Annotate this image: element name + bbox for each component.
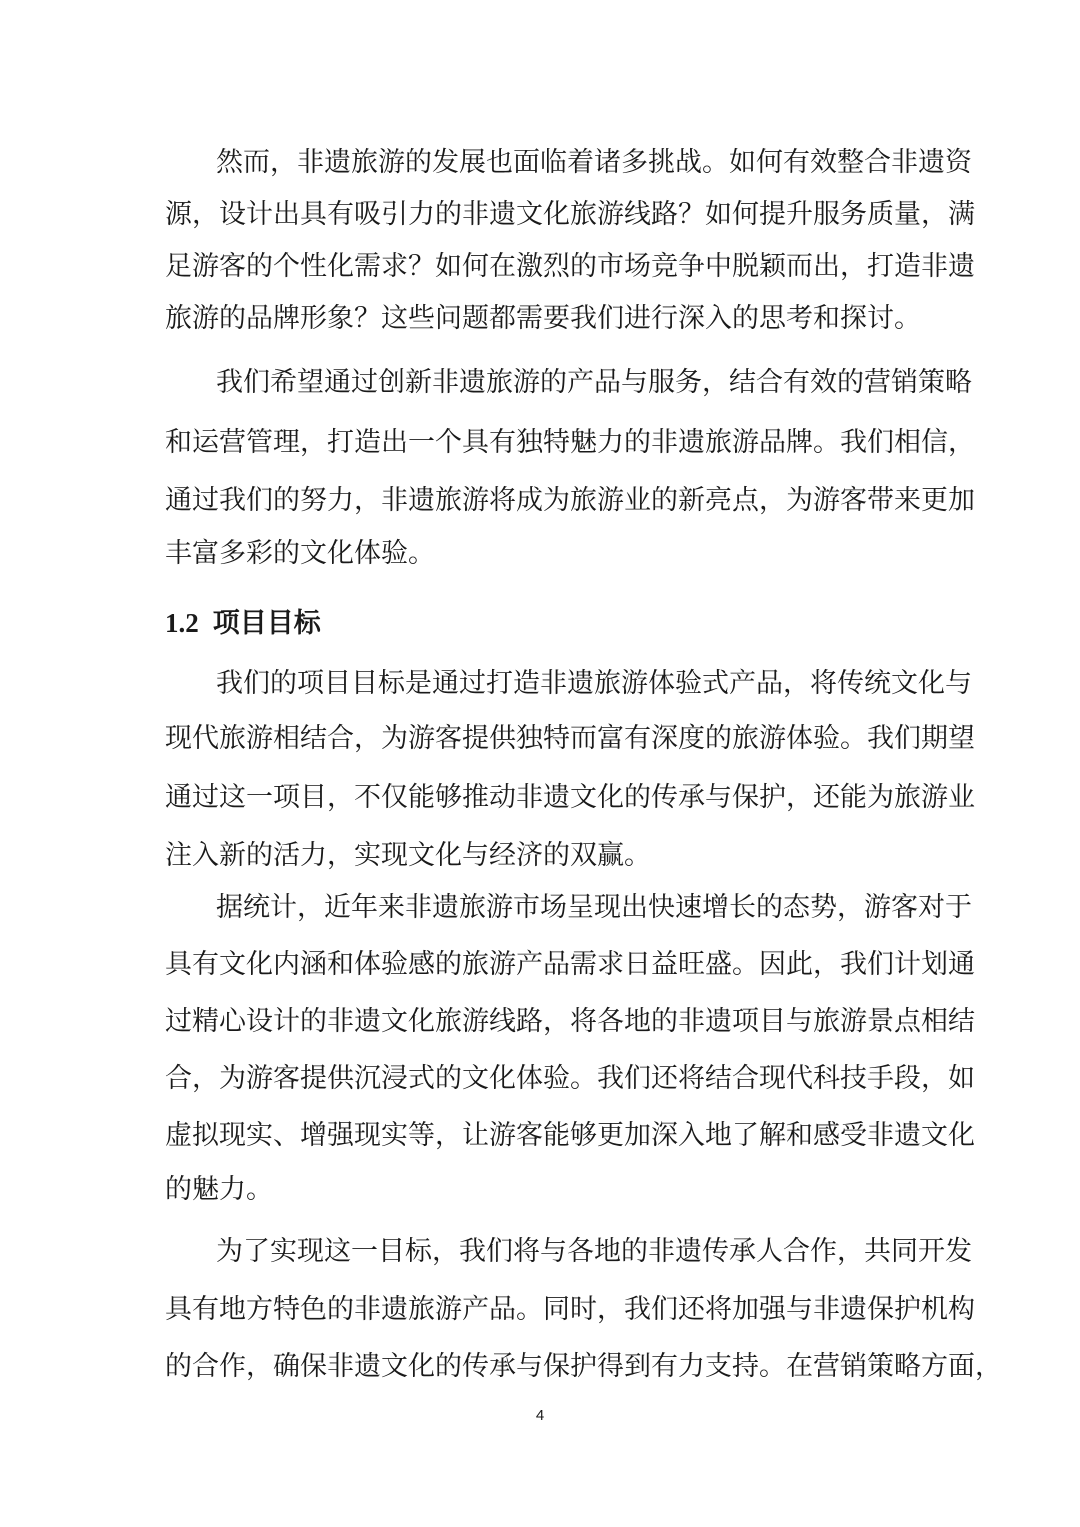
section-paragraph-2-line-4: 合，为游客提供沉浸式的文化体验。我们还将结合现代科技手段，如 — [165, 1063, 975, 1094]
section-heading — [165, 597, 321, 650]
paragraph-2-line-2: 和运营管理，打造出一个具有独特魅力的非遗旅游品牌。我们相信， — [165, 427, 975, 458]
section-paragraph-3-line-2: 具有地方特色的非遗旅游产品。同时，我们还将加强与非遗保护机构 — [165, 1294, 975, 1325]
section-paragraph-1-line-1: 我们的项目目标是通过打造非遗旅游体验式产品，将传统文化与 — [216, 668, 972, 699]
section-paragraph-3-line-3: 的合作，确保非遗文化的传承与保护得到有力支持。在营销策略方面， — [165, 1351, 1002, 1382]
section-number: 1.2 — [165, 608, 199, 638]
page-number: 4 — [535, 1407, 545, 1424]
section-paragraph-1-line-2: 现代旅游相结合，为游客提供独特而富有深度的旅游体验。我们期望 — [165, 723, 975, 754]
section-paragraph-1-line-4: 注入新的活力，实现文化与经济的双赢。 — [165, 840, 651, 871]
paragraph-1-line-3: 足游客的个性化需求？如何在激烈的市场竞争中脱颖而出，打造非遗 — [165, 251, 975, 282]
section-paragraph-1-line-3: 通过这一项目，不仅能够推动非遗文化的传承与保护，还能为旅游业 — [165, 782, 975, 813]
paragraph-1-line-1: 然而，非遗旅游的发展也面临着诸多挑战。如何有效整合非遗资 — [216, 147, 972, 178]
paragraph-2-line-3: 通过我们的努力，非遗旅游将成为旅游业的新亮点，为游客带来更加 — [165, 485, 975, 516]
section-paragraph-2-line-6: 的魅力。 — [165, 1174, 273, 1205]
paragraph-1-line-4: 旅游的品牌形象？这些问题都需要我们进行深入的思考和探讨。 — [165, 303, 921, 334]
section-paragraph-2-line-1: 据统计，近年来非遗旅游市场呈现出快速增长的态势，游客对于 — [216, 892, 972, 923]
paragraph-2-line-1: 我们希望通过创新非遗旅游的产品与服务，结合有效的营销策略 — [216, 367, 972, 398]
section-paragraph-2-line-2: 具有文化内涵和体验感的旅游产品需求日益旺盛。因此，我们计划通 — [165, 949, 975, 980]
section-paragraph-2-line-5: 虚拟现实、增强现实等，让游客能够更加深入地了解和感受非遗文化 — [165, 1120, 975, 1151]
section-paragraph-2-line-3: 过精心设计的非遗文化旅游线路，将各地的非遗项目与旅游景点相结 — [165, 1006, 975, 1037]
section-title: 项目目标 — [212, 608, 321, 639]
paragraph-2-line-4: 丰富多彩的文化体验。 — [165, 538, 435, 569]
paragraph-1-line-2: 源，设计出具有吸引力的非遗文化旅游线路？如何提升服务质量，满 — [165, 199, 975, 230]
section-paragraph-3-line-1: 为了实现这一目标，我们将与各地的非遗传承人合作，共同开发 — [216, 1236, 972, 1267]
